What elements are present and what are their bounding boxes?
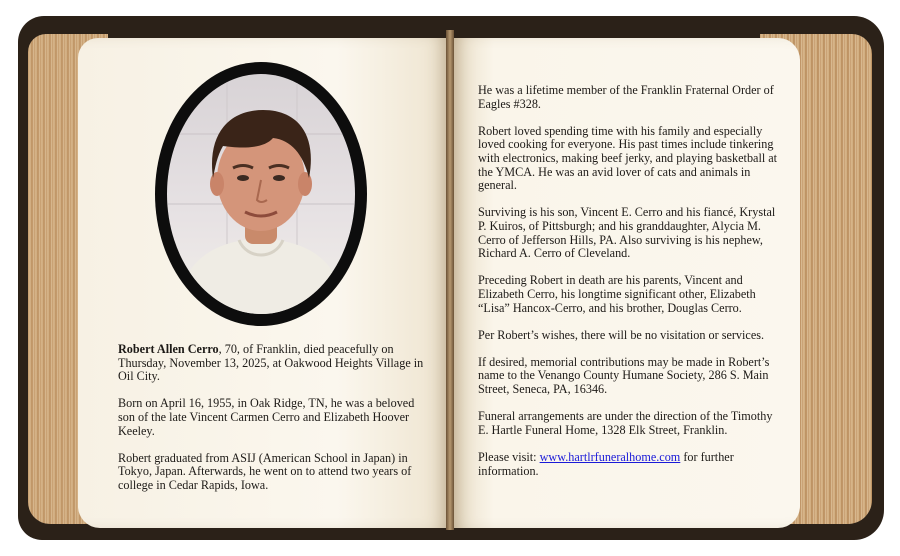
hobbies-paragraph: Robert loved spending time with his family and especially loved cooking for everyone. His past times include tinkering with electronics, making beef jerky, and playing basketball at the YMCA. He was an avid lover of cats and animals in general. [478, 123, 778, 193]
visit-paragraph [478, 451, 778, 478]
deceased-name: Robert Allen Cerro [118, 342, 219, 356]
visit-prefix: Please visit: [478, 450, 540, 465]
book-spine [446, 30, 454, 530]
visit-suffix: for further information. [478, 450, 734, 478]
education-paragraph: Robert graduated from ASIJ (American School in Japan) in Tokyo, Japan. Afterwards, he went on to attend two years of college in Cedar Rapids, Iowa. [118, 450, 412, 492]
birth-paragraph: Born on April 16, 1955, in Oak Ridge, TN, he was a beloved son of the late Vincent Carmen Cerro and Elizabeth Hoover Keeley. [118, 396, 415, 438]
arrangements-paragraph: Funeral arrangements are under the direction of the Timothy E. Hartle Funeral Home, 1328 Elk Street, Franklin. [478, 409, 773, 437]
funeral-home-link[interactable]: www.hartlrfuneralhome.com [539, 450, 681, 465]
left-page-text [118, 343, 428, 506]
preceded-paragraph: Preceding Robert in death are his parents, Vincent and Elizabeth Cerro, his longtime significant other, Elizabeth “Lisa” Hancox-Cerro, and his brother, Douglas Cerro. [478, 273, 756, 315]
intro-text: , 70, of Franklin, died peacefully on Thursday, November 13, 2025, at Oakwood Heights Village in Oil City. [118, 342, 424, 384]
portrait-frame [155, 62, 367, 326]
portrait-photo [167, 74, 355, 314]
obituary-intro-paragraph [118, 343, 428, 384]
right-page-text [478, 84, 778, 492]
survivors-paragraph: Surviving is his son, Vincent E. Cerro and his fiancé, Krystal P. Kuiros, of Pittsburgh; and his granddaughter, Alycia M. Cerro of Jefferson Hills, PA. Also surviving is his nephew, Richard A. Cerro of Cleveland. [478, 205, 776, 261]
memorial-paragraph: If desired, memorial contributions may be made in Robert’s name to the Venango County Humane Society, 286 S. Main Street, Seneca, PA, 16346. [478, 354, 770, 397]
membership-paragraph: He was a lifetime member of the Franklin Fraternal Order of Eagles #328. [478, 83, 774, 111]
wishes-paragraph: Per Robert’s wishes, there will be no visitation or services. [478, 327, 765, 342]
